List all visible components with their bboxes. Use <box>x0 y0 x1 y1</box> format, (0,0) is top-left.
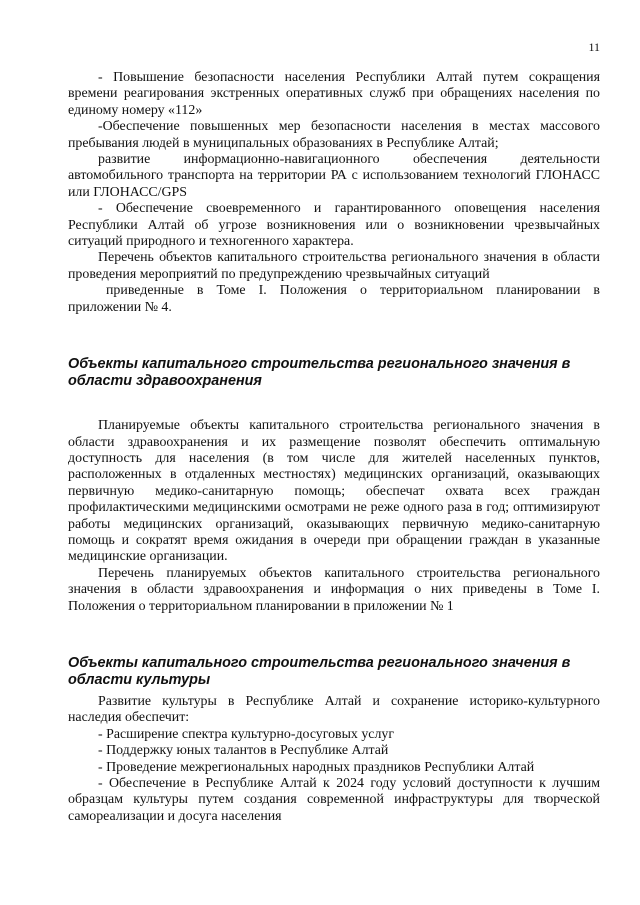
culture-intro: Развитие культуры в Республике Алтай и сохранение историко-культурного наследия обеспечит: <box>68 693 600 726</box>
emergency-item: -Обеспечение повышенных мер безопасности населения в местах массового пребывания людей в муниципальных образованиях в Республике Алтай; <box>68 119 600 151</box>
page-number: 11 <box>588 40 600 54</box>
health-list-paragraph: Перечень планируемых объектов капитального строительства регионального значения в области здравоохранения и информация о них приведены в Томе I. Положения о территориальном планировании в приложении № 1 <box>68 565 600 614</box>
emergency-item: - Обеспечение своевременного и гарантированного оповещения населения Республики Алтай об угрозе возникновения или о возникновении чрезвычайных ситуаций природного и техногенного характера. <box>68 201 600 250</box>
emergency-item: развитие информационно-навигационного обеспечения деятельности автомобильного транспорта на территории РА с использованием технологий ГЛОНАСС или ГЛОНАСС/GPS <box>68 152 600 200</box>
culture-item: - Расширение спектра культурно-досуговых услуг <box>98 726 395 742</box>
health-section-heading: Объекты капитального строительства регионального значения в области здравоохранения <box>68 356 571 390</box>
page-content <box>68 70 600 825</box>
emergency-list-paragraph: Перечень объектов капитального строительства регионального значения в области проведения мероприятий по предупреждению чрезвычайных ситуаций <box>68 250 600 282</box>
emergency-item: - Повышение безопасности населения Республики Алтай путем сокращения времени реагирования экстренных оперативных служб при обращениях населения по единому номеру «112» <box>68 70 600 118</box>
culture-section-heading: Объекты капитального строительства регионального значения в области культуры <box>68 654 571 688</box>
emergency-list-reference: приведенные в Томе I. Положения о территориальном планировании в приложении № 4. <box>68 283 600 315</box>
health-paragraph: Планируемые объекты капитального строительства регионального значения в области здравоохранения и их размещение позволят обеспечить оптимальную доступность для населения (в том числе для жителей населенных пунктов, расположенных в отдаленных местностях) медицинских организаций, оказывающих первичную медико-санитарную помощь; обеспечат охвата всех граждан профилактическими медицинскими осмотрами не реже одного раза в год; оптимизируют работы медицинских организаций, оказывающих первичную медико-санитарную помощь и сократят время ожидания в очереди при обращении граждан в указанные медицинские организации. <box>68 418 600 565</box>
culture-item: - Проведение межрегиональных народных праздников Республики Алтай <box>98 759 535 775</box>
culture-item: - Обеспечение в Республике Алтай к 2024 году условий доступности к лучшим образцам культуры путем создания современной инфраструктуры для творческой самореализации и досуга населения <box>68 776 600 824</box>
culture-item: - Поддержку юных талантов в Республике Алтай <box>98 743 389 759</box>
